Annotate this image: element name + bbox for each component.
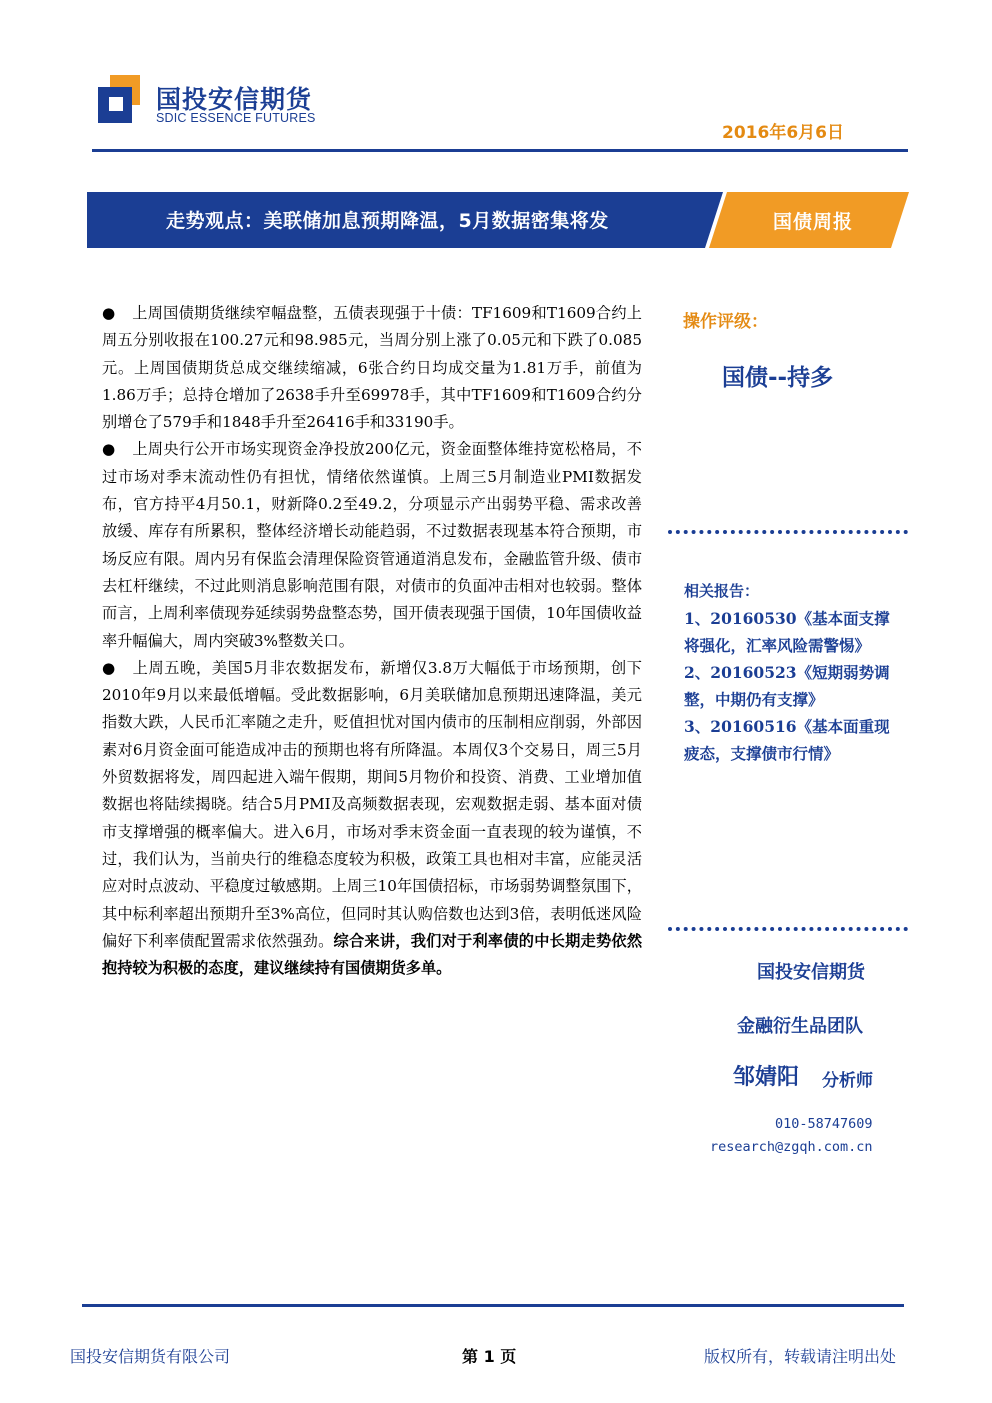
- bullet-icon: ●: [102, 440, 116, 459]
- dotted-divider: [668, 530, 908, 534]
- footer-company: 国投安信期货有限公司: [70, 1347, 231, 1366]
- footer-divider: [82, 1304, 904, 1307]
- contact-phone: 010-58747609: [775, 1116, 873, 1132]
- paragraph-1-text: 上周国债期货继续窄幅盘整，五债表现强于十债：TF1609和T1609合约上周五分别收报在100.27元和98.985元，当周分别上涨了0.05元和下跌了0.085元。上周国债期货总成交继续缩减，6张合约日均成交量为1.81万手，前值为1.86万手；总持仓增加了2638手升至69978手，其中TF1609和T1609合约分别增仓了579手和1848手升至26416手和33190手。: [102, 304, 642, 432]
- analyst-title: 分析师: [822, 1071, 873, 1091]
- paragraph-2: [102, 436, 642, 654]
- analyst-team: 金融衍生品团队: [737, 1016, 863, 1037]
- main-content: [102, 300, 642, 982]
- related-reports-title: 相关报告：: [684, 582, 760, 600]
- logo-inner-square: [109, 97, 123, 111]
- company-logo: [98, 75, 144, 125]
- related-report-item[interactable]: 3、20160516《基本面重现疲态，支撑债市行情》: [684, 717, 890, 763]
- rating-value: 国债--持多: [722, 365, 834, 391]
- banner-title: 走势观点：美联储加息预期降温，5月数据密集将发: [166, 210, 609, 232]
- paragraph-3-text: 上周五晚，美国5月非农数据发布，新增仅3.8万大幅低于市场预期，创下2010年9月以来最低增幅。受此数据影响，6月美联储加息预期迅速降温，美元指数大跌，人民币汇率随之走升，贬值担忧对国内债市的压制相应削弱，外部因素对6月资金面可能造成冲击的预期也将有所降温。本周仅3个交易日，周三5月外贸数据将发，周四起进入端午假期，期间5月物价和投资、消费、工业增加值数据也将陆续揭晓。结合5月PMI及高频数据表现，宏观数据走弱、基本面对债市支撑增强的概率偏大。进入6月，市场对季末资金面一直表现的较为谨慎，不过，我们认为，当前央行的维稳态度较为积极，政策工具也相对丰富，应能灵活应对时点波动、平稳度过敏感期。上周三10年国债招标，市场弱势调整氛围下，其中标利率超出预期升至3%高位，但同时其认购倍数也达到3倍，表明低迷风险偏好下利率债配置需求依然强劲。: [102, 658, 642, 950]
- brand-name-en: SDIC ESSENCE FUTURES: [156, 111, 316, 125]
- brand-name-cn: 国投安信期货: [156, 85, 313, 114]
- paragraph-3: [102, 655, 642, 983]
- related-report-item[interactable]: 2、20160523《短期弱势调整，中期仍有支撑》: [684, 663, 890, 709]
- report-date: 2016年6月6日: [722, 123, 844, 143]
- rating-label: 操作评级：: [683, 312, 768, 332]
- bullet-icon: ●: [102, 658, 116, 677]
- report-type-tag: 国债周报: [773, 211, 854, 233]
- analyst-name: 邹婧阳: [733, 1065, 800, 1090]
- conclusion-text: 综合来讲，我们对于利率债的中长期走势依然抱持较为积极的态度，建议继续持有国债期货多单。: [102, 931, 643, 978]
- related-reports: [684, 578, 894, 767]
- page-number: 第 1 页: [462, 1347, 517, 1366]
- header-divider: [92, 149, 908, 152]
- bullet-icon: ●: [102, 304, 116, 322]
- analyst-company: 国投安信期货: [757, 962, 865, 983]
- paragraph-1: [102, 300, 642, 436]
- copyright-notice: 版权所有，转载请注明出处: [704, 1347, 897, 1366]
- contact-email[interactable]: research@zgqh.com.cn: [710, 1139, 873, 1155]
- dotted-divider: [668, 927, 908, 931]
- related-report-item[interactable]: 1、20160530《基本面支撑将强化，汇率风险需警惕》: [684, 609, 890, 655]
- paragraph-2-text: 上周央行公开市场实现资金净投放200亿元，资金面整体维持宽松格局，不过市场对季末流动性仍有担忧，情绪依然谨慎。上周三5月制造业PMI数据发布，官方持平4月50.1，财新降0.2至49.2，分项显示产出弱势平稳、需求改善放缓、库存有所累积，整体经济增长动能趋弱，不过数据表现基本符合预期，市场反应有限。周内另有保监会清理保险资管通道消息发布，金融监管升级、债市去杠杆继续，不过此则消息影响范围有限，对债市的负面冲击相对也较弱。整体而言，上周利率债现券延续弱势盘整态势，国开债表现强于国债，10年国债收益率升幅偏大，周内突破3%整数关口。: [102, 440, 642, 650]
